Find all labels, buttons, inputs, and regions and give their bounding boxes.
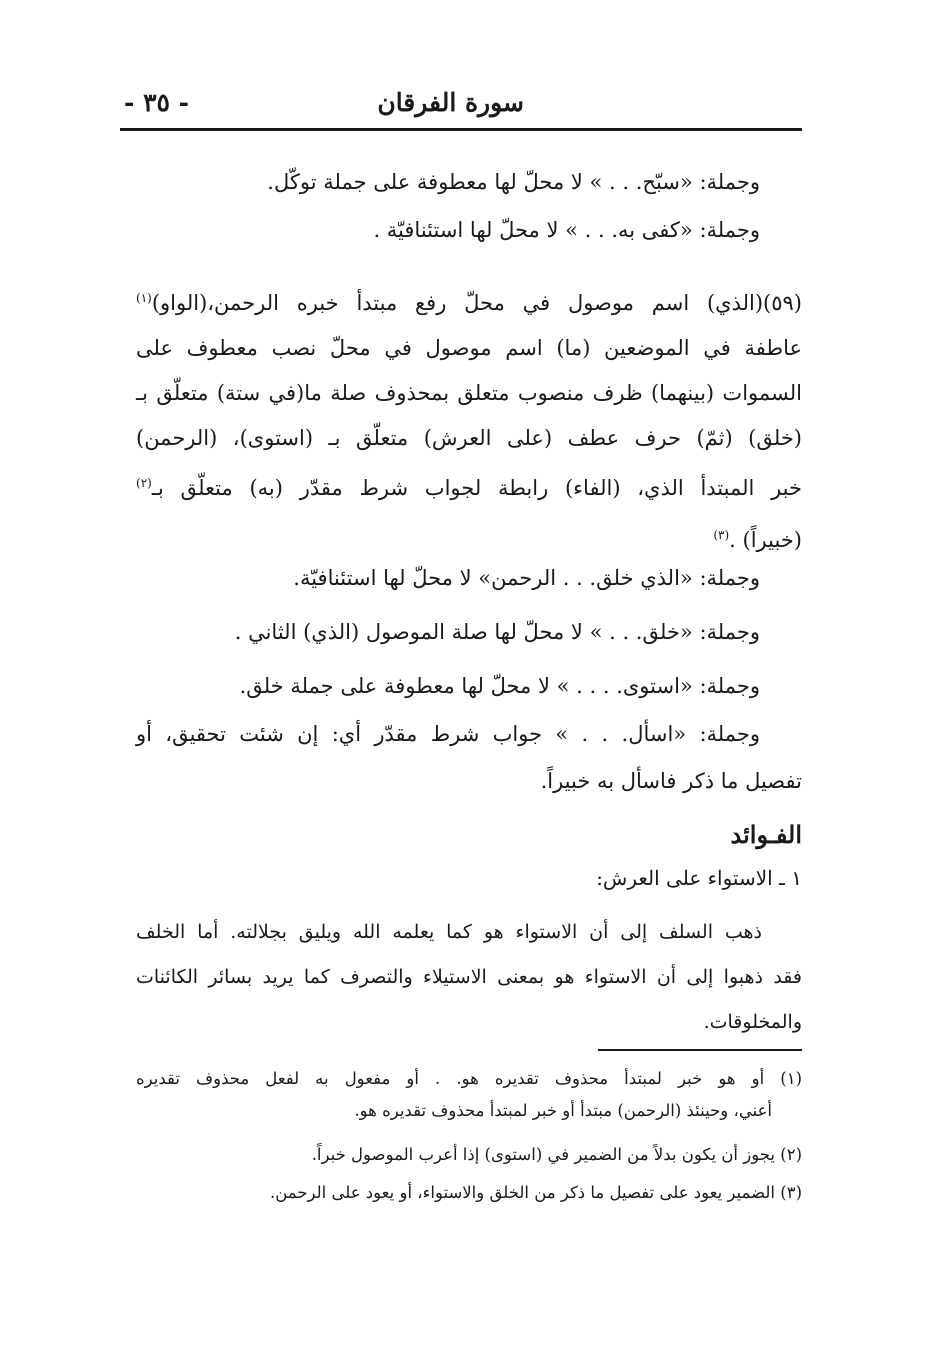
benefit-subheading: ١ ـ الاستواء على العرش:	[596, 866, 802, 890]
footnote-1-continued: أعني، وحينئذ (الرحمن) مبتدأ أو خبر لمبتدأ محذوف تقديره هو.	[354, 1101, 772, 1120]
footnote-divider	[598, 1049, 802, 1051]
footnote-mark-3: (٣)	[713, 528, 730, 542]
sentence-line: تفصيل ما ذكر فاسأل به خبيراً.	[540, 769, 802, 793]
parsing-text: (٥٩)(الذي) اسم موصول في محلّ رفع مبتدأ خبره الرحمن،(الواو)	[151, 291, 802, 315]
parsing-line: السموات (بينهما) ظرف منصوب متعلق بمحذوف صلة ما(في ستة) متعلّق بـ	[136, 381, 802, 405]
benefit-line: ذهب السلف إلى أن الاستواء هو كما يعلمه الله ويليق بجلالته. أما الخلف	[136, 921, 762, 943]
footnote-1: (١) أو هو خبر لمبتدأ محذوف تقديره هو. . أو مفعول به لفعل محذوف تقديره	[136, 1069, 802, 1088]
footnote-mark-2: (٢)	[136, 476, 152, 490]
benefit-line: فقد ذهبوا إلى أن الاستواء هو بمعنى الاستيلاء والتصرف كما يريد بسائر الكائنات	[136, 966, 802, 988]
benefit-line: والمخلوقات.	[703, 1011, 802, 1033]
top-sentences	[267, 158, 760, 254]
sentence-line: وجملة: «الذي خلق. . . الرحمن» لا محلّ لها استئنافيّة.	[293, 566, 760, 590]
sentence-line: وجملة: «اسأل. . . » جواب شرط مقدّر أي: إن شئت تحقيق، أو	[136, 722, 760, 746]
mid-sentences	[235, 554, 760, 710]
header-divider	[120, 128, 802, 131]
surah-title: سورة الفرقان	[377, 88, 524, 117]
parsing-text: خبر المبتدأ الذي، (الفاء) رابطة لجواب شرط مقدّر (به) متعلّق بـ	[151, 476, 802, 500]
sentence-line: وجملة: «سبّح. . . » لا محلّ لها معطوفة على جملة توكّل.	[267, 170, 760, 194]
sentence-line: وجملة: «خلق. . . » لا محلّ لها صلة الموصول (الذي) الثاني .	[234, 620, 760, 644]
parsing-text: (خبيراً) .	[729, 528, 802, 552]
verse-59-parsing	[136, 276, 802, 564]
footnote-3: (٣) الضمير يعود على تفصيل ما ذكر من الخلق والاستواء، أو يعود على الرحمن.	[270, 1183, 802, 1202]
parsing-line: عاطفة في الموضعين (ما) اسم موصول في محلّ نصب معطوف على	[136, 336, 802, 360]
sentence-line: وجملة: «كفى به. . . » لا محلّ لها استئنافيّة .	[373, 218, 760, 242]
parsing-line: (خلق) (ثمّ) حرف عطف (على العرش) متعلّق بـ (استوى)، (الرحمن)	[136, 426, 802, 450]
sentence-line: وجملة: «استوى. . . . » لا محلّ لها معطوفة على جملة خلق.	[239, 674, 760, 698]
mid-sentence-wrapped	[136, 712, 802, 805]
benefits-paragraph	[136, 910, 802, 1045]
parsing-line	[136, 276, 802, 326]
page-header	[120, 86, 802, 128]
parsing-line	[136, 461, 802, 511]
footnote-mark-1: (١)	[136, 291, 152, 305]
page-number: - ٣٥ -	[124, 88, 190, 117]
benefits-heading: الفـوائد	[730, 820, 802, 849]
footnote-2: (٢) يجوز أن يكون بدلاً من الضمير في (استوى) إذا أعرب الموصول خبراً.	[311, 1145, 802, 1164]
